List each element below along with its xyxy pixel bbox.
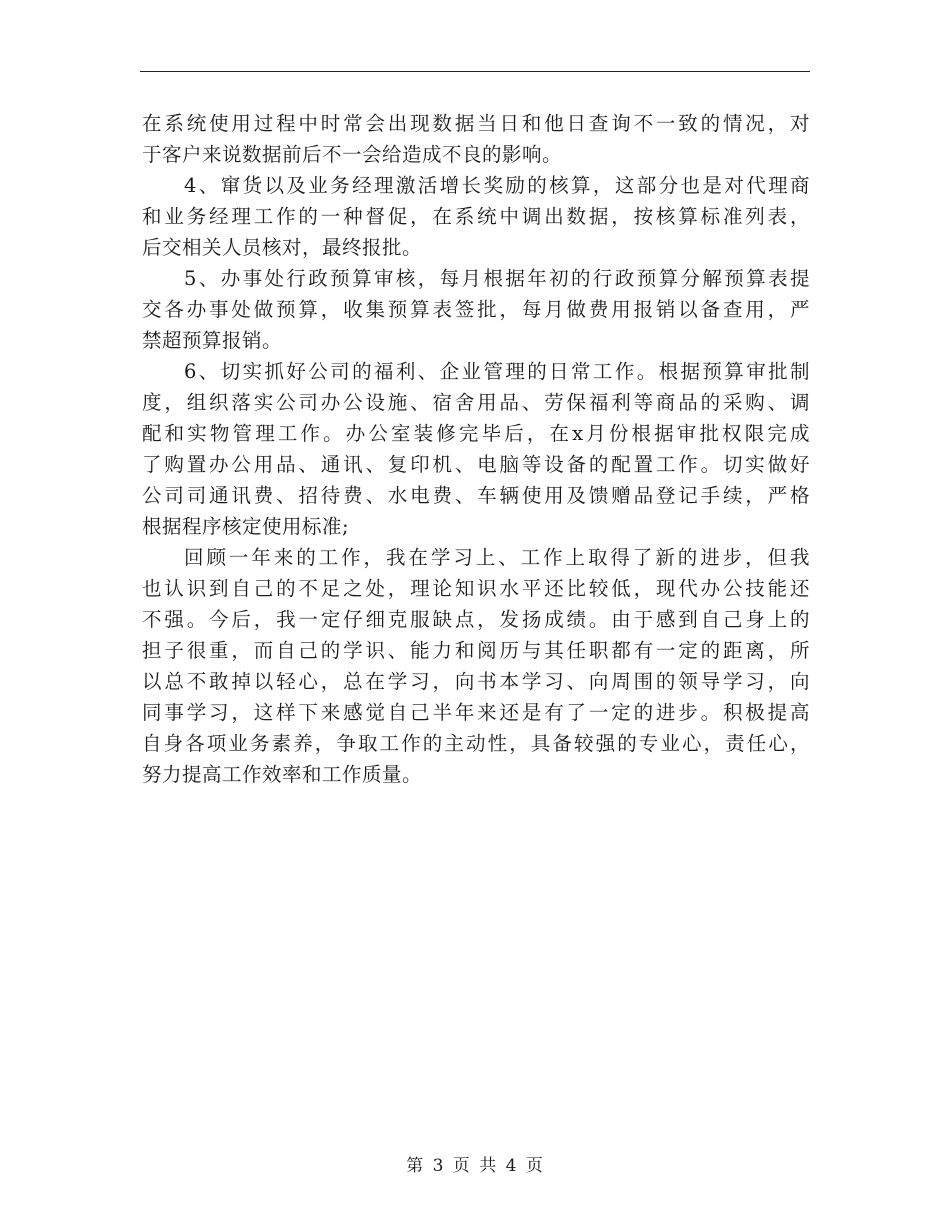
text-line: 公司司通讯费、招待费、水电费、车辆使用及馈赠品登记手续，严格 xyxy=(142,484,810,507)
text-line: 不强。今后，我一定仔细克服缺点，发扬成绩。由于感到自己身上的 xyxy=(142,608,810,631)
page-number-footer: 第 3 页 共 4 页 xyxy=(406,1156,544,1176)
text-line: 和业务经理工作的一种督促，在系统中调出数据，按核算标准列表， xyxy=(142,205,810,228)
text-line: 禁超预算报销。 xyxy=(142,329,283,352)
text-line: 5、办事处行政预算审核，每月根据年初的行政预算分解预算表提 xyxy=(184,267,810,290)
document-body xyxy=(142,108,810,790)
text-line: 以总不敢掉以轻心，总在学习，向书本学习、向周围的领导学习，向 xyxy=(142,670,810,693)
text-line: 根据程序核定使用标准; xyxy=(142,515,350,538)
text-line: 担子很重，而自己的学识、能力和阅历与其任职都有一定的距离，所 xyxy=(142,639,810,662)
text-line: 在系统使用过程中时常会出现数据当日和他日查询不一致的情况，对 xyxy=(142,112,810,135)
text-line: 6、切实抓好公司的福利、企业管理的日常工作。根据预算审批制 xyxy=(184,360,810,383)
text-line: 4、窜货以及业务经理激活增长奖励的核算，这部分也是对代理商 xyxy=(184,174,810,197)
text-line: 同事学习，这样下来感觉自己半年来还是有了一定的进步。积极提高 xyxy=(142,701,810,724)
text-line: 努力提高工作效率和工作质量。 xyxy=(142,763,423,786)
text-line: 自身各项业务素养，争取工作的主动性，具备较强的专业心，责任心， xyxy=(142,732,810,755)
header-rule xyxy=(140,71,810,72)
text-line: 后交相关人员核对，最终报批。 xyxy=(142,236,423,259)
text-line: 配和实物管理工作。办公室装修完毕后，在x月份根据审批权限完成 xyxy=(142,422,810,445)
text-line: 于客户来说数据前后不一会给造成不良的影响。 xyxy=(142,143,563,166)
text-line: 回顾一年来的工作，我在学习上、工作上取得了新的进步，但我 xyxy=(184,546,810,569)
text-line: 度，组织落实公司办公设施、宿舍用品、劳保福利等商品的采购、调 xyxy=(142,391,810,414)
text-line: 交各办事处做预算，收集预算表签批，每月做费用报销以备查用，严 xyxy=(142,298,810,321)
text-line: 了购置办公用品、通讯、复印机、电脑等设备的配置工作。切实做好 xyxy=(142,453,810,476)
text-line: 也认识到自己的不足之处，理论知识水平还比较低，现代办公技能还 xyxy=(142,577,810,600)
